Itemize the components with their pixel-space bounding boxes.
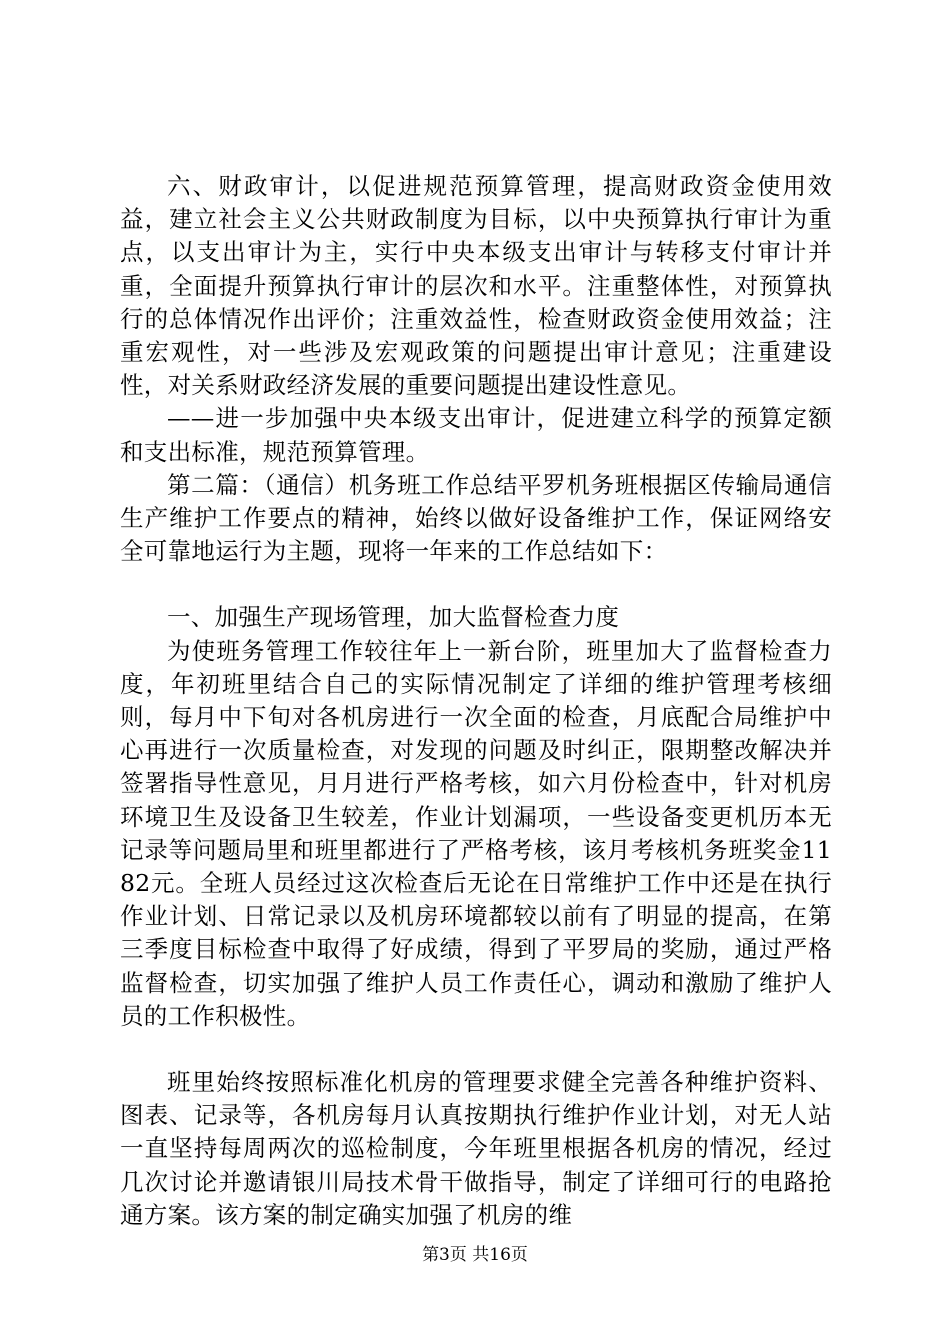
paragraph-central-expenditure: ——进一步加强中央本级支出审计，促进建立科学的预算定额和支出标准，规范预算管理。 [120, 404, 832, 466]
paragraph-second-article-intro: 第二篇：（通信）机务班工作总结平罗机务班根据区传输局通信生产维护工作要点的精神，始终以做好设备维护工作，保证网络安全可靠地运行为主题，现将一年来的工作总结如下： [120, 470, 832, 566]
paragraph-standard-machine-room: 班里始终按照标准化机房的管理要求健全完善各种维护资料、图表、记录等，各机房每月认真按期执行维护作业计划，对无人站一直坚持每周两次的巡检制度，今年班里根据各机房的情况，经过几次讨论并邀请银川局技术骨干做指导，制定了详细可行的电路抢通方案。该方案的制定确实加强了机房的维 [120, 1068, 832, 1229]
section-heading-site-management: 一、加强生产现场管理，加大监督检查力度 [167, 603, 620, 632]
paragraph-fiscal-audit: 六、财政审计，以促进规范预算管理，提高财政资金使用效益，建立社会主义公共财政制度为目标，以中央预算执行审计为重点，以支出审计为主，实行中央本级支出审计与转移支付审计并重，全面提升预算执行审计的层次和水平。注重整体性，对预算执行的总体情况作出评价；注重效益性，检查财政资金使用效益；注重宏观性，对一些涉及宏观政策的问题提出审计意见；注重建设性，对关系财政经济发展的重要问题提出建设性意见。 [120, 172, 832, 400]
page-footer: 第3页 共16页 [422, 1245, 528, 1265]
page-body [120, 170, 832, 1232]
paragraph-supervision-inspection: 为使班务管理工作较往年上一新台阶，班里加大了监督检查力度，年初班里结合自己的实际情况制定了详细的维护管理考核细则，每月中下旬对各机房进行一次全面的检查，月底配合局维护中心再进行一次质量检查，对发现的问题及时纠正，限期整改解决并签署指导性意见，月月进行严格考核，如六月份检查中，针对机房环境卫生及设备卫生较差，作业计划漏项，一些设备变更机历本无记录等问题局里和班里都进行了严格考核，该月考核机务班奖金1182元。全班人员经过这次检查后无论在日常维护工作中还是在执行作业计划、日常记录以及机房环境都较以前有了明显的提高，在第三季度目标检查中取得了好成绩，得到了平罗局的奖励，通过严格监督检查，切实加强了维护人员工作责任心，调动和激励了维护人员的工作积极性。 [120, 636, 832, 1030]
